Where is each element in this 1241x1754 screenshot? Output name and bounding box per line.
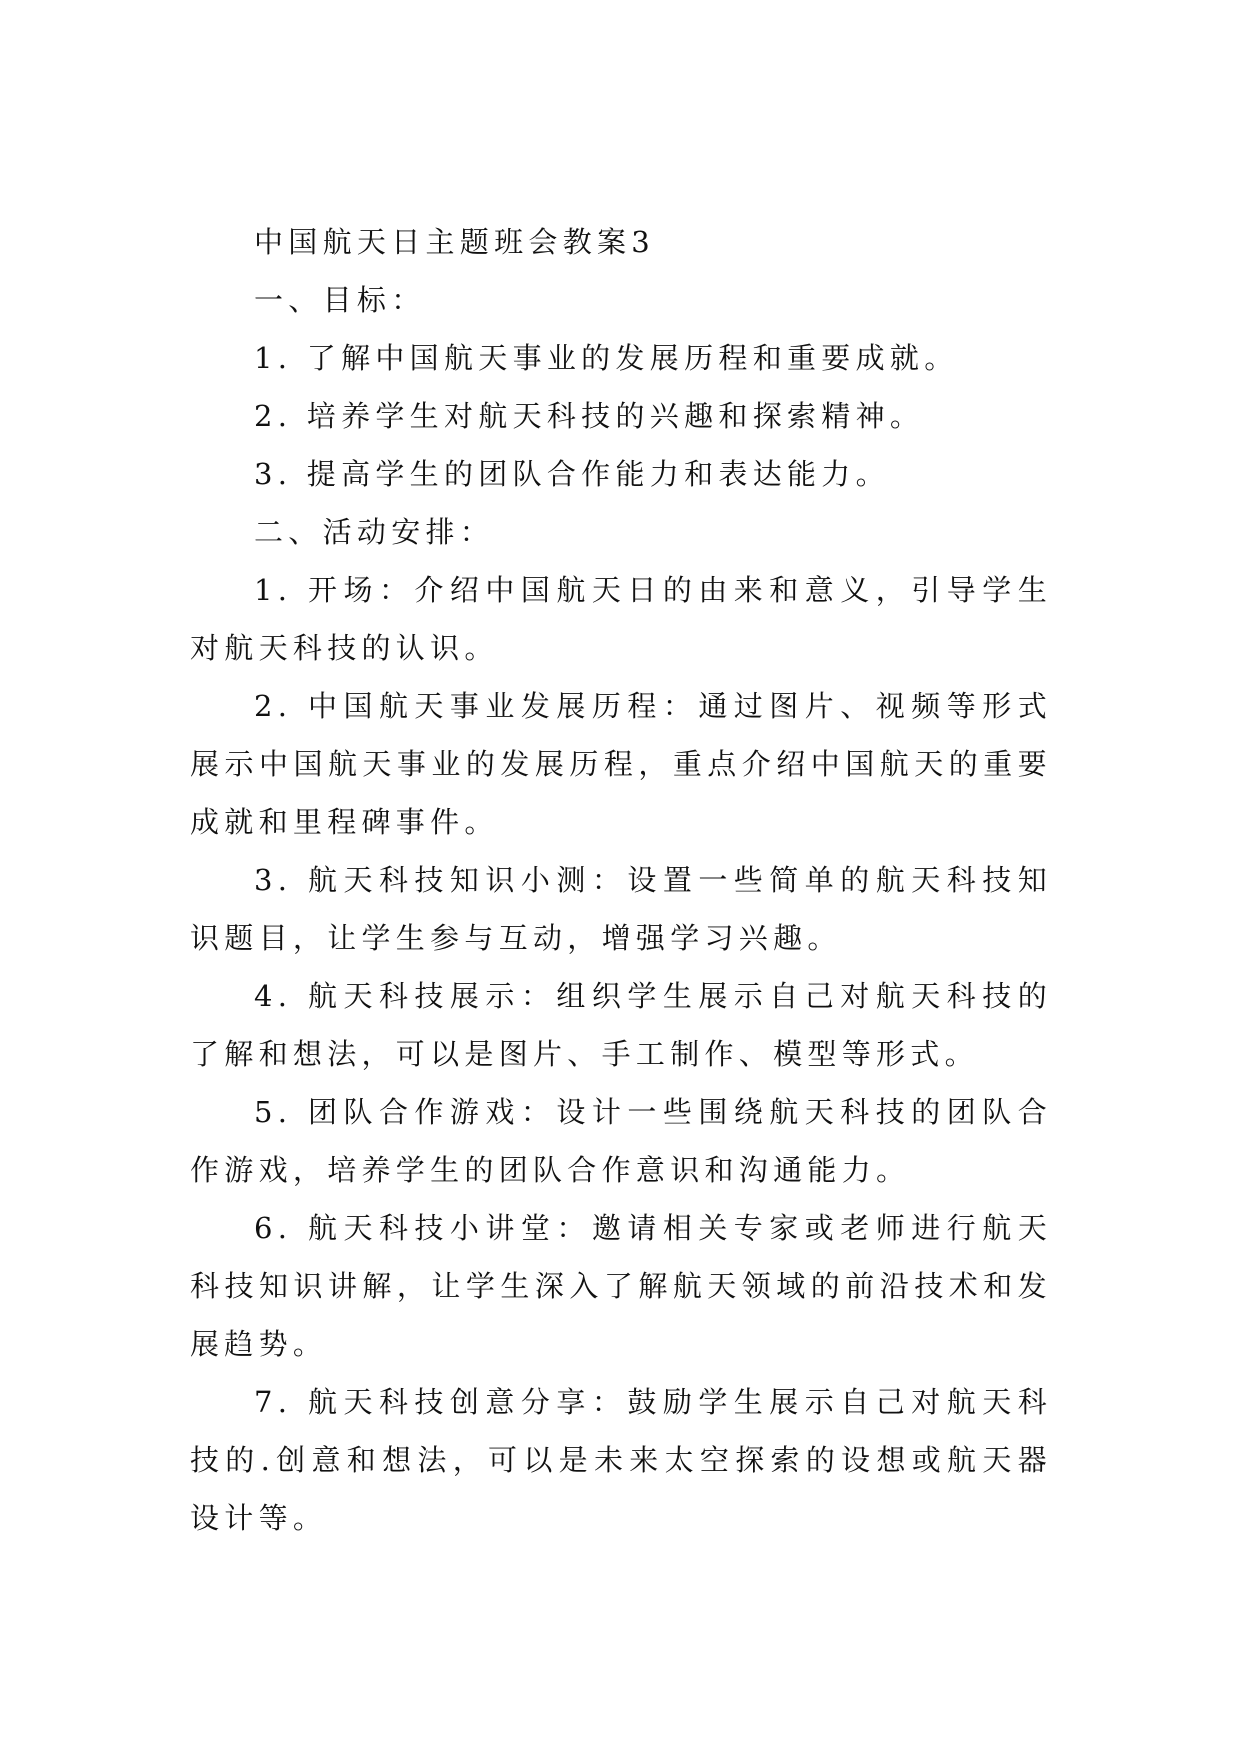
activity-item: 2. 中国航天事业发展历程：通过图片、视频等形式展示中国航天事业的发展历程，重点介绍中国航天的重要成就和里程碑事件。 xyxy=(190,689,1052,839)
activity-item: 3. 航天科技知识小测：设置一些简单的航天科技知识题目，让学生参与互动，增强学习兴趣。 xyxy=(190,863,1052,955)
goal-item: 3. 提高学生的团队合作能力和表达能力。 xyxy=(254,457,890,491)
activity-item: 5. 团队合作游戏：设计一些围绕航天科技的团队合作游戏，培养学生的团队合作意识和沟通能力。 xyxy=(190,1095,1052,1187)
activity-item: 7. 航天科技创意分享：鼓励学生展示自己对航天科技的.创意和想法，可以是未来太空探索的设想或航天器设计等。 xyxy=(190,1385,1052,1535)
document-title: 中国航天日主题班会教案3 xyxy=(254,225,656,259)
document-body xyxy=(190,213,1052,1547)
section-heading-goals: 一、目标： xyxy=(254,283,426,317)
activity-item: 1. 开场：介绍中国航天日的由来和意义，引导学生对航天科技的认识。 xyxy=(190,573,1052,665)
section-heading-activities: 二、活动安排： xyxy=(254,515,495,549)
activity-item: 6. 航天科技小讲堂：邀请相关专家或老师进行航天科技知识讲解，让学生深入了解航天领域的前沿技术和发展趋势。 xyxy=(190,1211,1052,1361)
goal-item: 1. 了解中国航天事业的发展历程和重要成就。 xyxy=(254,341,959,375)
goal-item: 2. 培养学生对航天科技的兴趣和探索精神。 xyxy=(254,399,925,433)
activity-item: 4. 航天科技展示：组织学生展示自己对航天科技的了解和想法，可以是图片、手工制作、模型等形式。 xyxy=(190,979,1052,1071)
